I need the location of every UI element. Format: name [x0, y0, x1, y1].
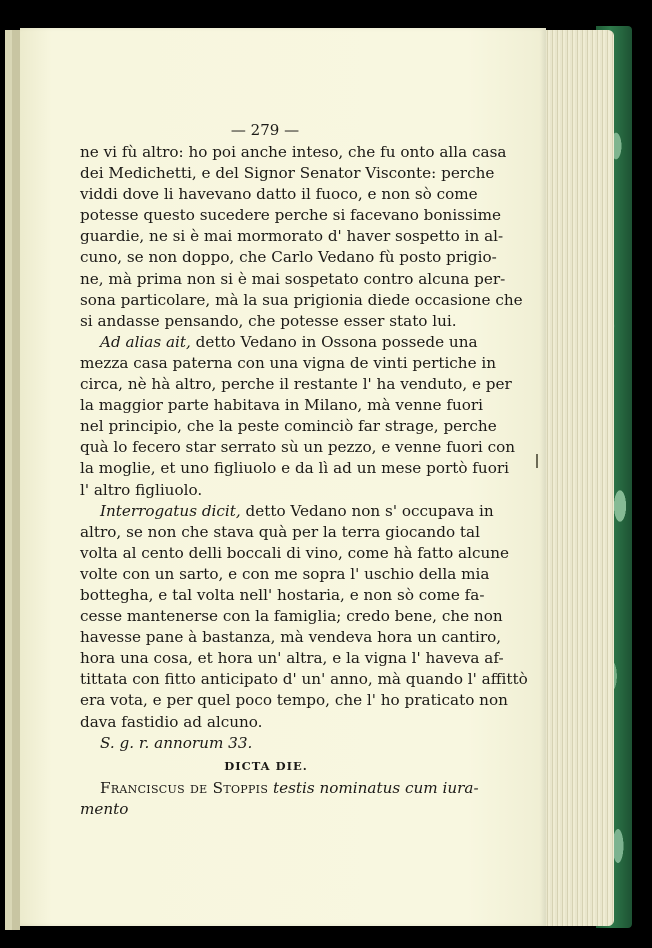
- text-line: tittata con fitto anticipato d' un' anno, mà quando l' affittò: [80, 670, 528, 689]
- text-line: dava fastidio ad alcuno.: [80, 712, 263, 731]
- section-heading: DICTA DIE.: [224, 758, 308, 773]
- text-line: cesse mantenerse con la famiglia; credo bene, che non: [80, 607, 503, 626]
- facing-page-gutter: [0, 30, 20, 930]
- text-line: era vota, e per quel poco tempo, che l' ho praticato non: [80, 691, 508, 710]
- lead-italic: Ad alias ait,: [100, 332, 191, 351]
- lead-rest: detto Vedano non s' occupava in: [240, 501, 494, 520]
- text-line: guardie, ne si è mai mormorato d' haver sospetto in al-: [80, 227, 504, 246]
- text-line: altro, se non che stava quà per la terra giocando tal: [80, 522, 480, 541]
- text-line: ne vi fù altro: ho poi anche inteso, che fu onto alla casa: [80, 143, 507, 161]
- text-line: la maggior parte habitava in Milano, mà venne fuori: [80, 396, 483, 415]
- text-line: dei Medichetti, e del Signor Senator Visconte: perche: [80, 164, 495, 183]
- text-line: potesse questo sucedere perche si facevano bonissime: [80, 206, 502, 225]
- page-text: [80, 118, 528, 820]
- witness-name: Franciscus de Stoppis: [100, 778, 269, 797]
- lead-rest: detto Vedano in Ossona possede una: [190, 332, 478, 351]
- text-line: ne, mà prima non si è mai sospetato contro alcuna per-: [80, 269, 506, 288]
- paragraph-lead: [80, 332, 478, 353]
- text-line: nel principio, che la peste cominciò far strage, perche: [80, 417, 497, 436]
- text-line: cuno, se non doppo, che Carlo Vedano fù posto prigio-: [80, 248, 497, 267]
- text-line: mezza casa paterna con una vigna de vinti pertiche in: [80, 353, 497, 372]
- text-line: si andasse pensando, che potesse esser stato lui.: [80, 311, 457, 330]
- text-line: volte con un sarto, e con me sopra l' uschio della mia: [80, 564, 490, 583]
- text-line: la moglie, et uno figliuolo e da lì ad un mese portò fuori: [80, 459, 509, 478]
- margin-mark: [536, 454, 538, 468]
- final-line: mento: [80, 799, 129, 818]
- text-line: sona particolare, mà la sua prigionia diede occasione che: [80, 290, 523, 309]
- signature-line: S. g. r. annorum 33.: [100, 733, 253, 752]
- page-number: — 279 —: [230, 121, 300, 139]
- text-line: hora una cosa, et hora un' altra, e la vigna l' haveva af-: [80, 649, 504, 668]
- paragraph-lead: [80, 501, 494, 522]
- text-line: circa, nè hà altro, perche il restante l' ha venduto, e per: [80, 375, 512, 394]
- lead-italic: Interrogatus dicit,: [100, 501, 241, 520]
- text-line: bottegha, e tal volta nell' hostaria, e non sò come fa-: [80, 585, 485, 604]
- final-lead: [80, 778, 479, 799]
- text-line: volta al cento delli boccali di vino, come hà fatto alcune: [80, 543, 510, 562]
- page-stack-edge: [540, 30, 614, 926]
- text-line: viddi dove li havevano datto il fuoco, e non sò come: [80, 185, 478, 204]
- text-line: havesse pane à bastanza, mà vendeva hora un cantiro,: [80, 628, 502, 647]
- text-line: quà lo fecero star serrato sù un pezzo, e venne fuori con: [80, 438, 516, 457]
- text-line: l' altro figliuolo.: [80, 480, 203, 499]
- final-italic: testis nominatus cum iura-: [268, 778, 479, 797]
